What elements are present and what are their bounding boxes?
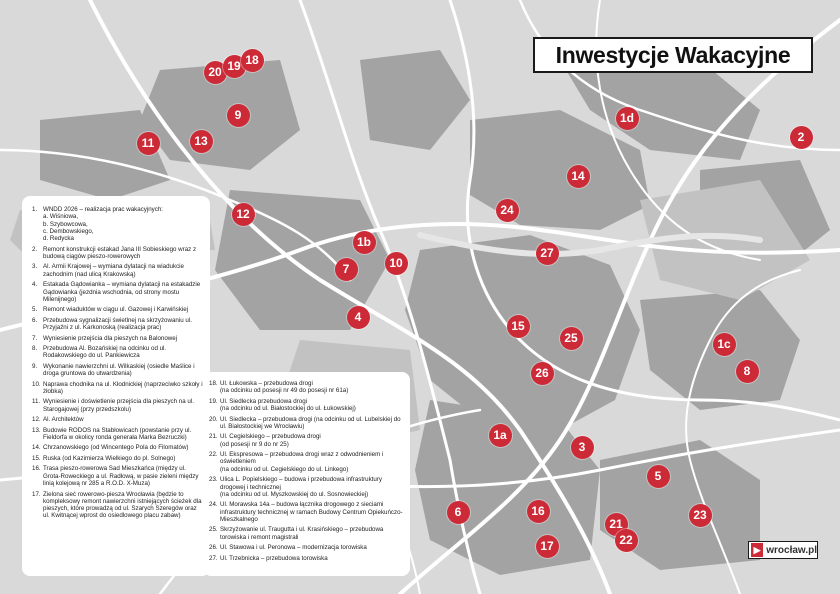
legend-item-text: Zielona sieć rowerowo-piesza Wrocławia (będzie to kompleksowy remont nawierzchni istniejących ścieżek dla pieszych, które prowadzą od ul. Szarych Szeregów oraz ul. Kwitnącej wprost do osiedlowego placu zabaw) (43, 490, 202, 520)
legend-item-number: 18. (209, 380, 218, 387)
legend-item-text-wrap (43, 491, 204, 520)
legend-item (32, 246, 204, 261)
legend-item-number: 2. (32, 245, 38, 253)
marker-11[interactable]: 11 (137, 132, 160, 155)
legend-item-text: Skrzyżowanie ul. Traugutta i ul. Krasińskiego – przebudowa torowiska i remont magistrali (220, 526, 384, 541)
legend-item-text: Wyniesienie i doświetlenie przejścia dla pieszych na ul. Starogajowej (przy przedszkolu) (43, 398, 194, 413)
legend-item-number: 15. (32, 454, 41, 462)
legend-item (209, 433, 406, 448)
legend-item-number: 17. (32, 490, 41, 498)
legend-item-text: WNDD 2026 – realizacja prac wakacyjnych: (43, 206, 164, 213)
legend-item-text: Al. Armii Krajowej – wymiana dylatacji na wiadukcie zachodnim (nad ulicą Krakowską) (43, 263, 184, 278)
legend-item-text: Ul. Siedlecka przebudowa drogi (220, 397, 308, 405)
legend-item (209, 501, 406, 523)
legend-item (32, 398, 204, 413)
marker-16[interactable]: 16 (527, 500, 550, 523)
legend-list-left (32, 206, 204, 520)
wroclaw-logo[interactable] (748, 541, 818, 559)
legend-item-text-wrap (220, 380, 406, 395)
wroclaw-logo-icon: ▶ (751, 543, 763, 557)
legend-item-text-wrap (43, 455, 204, 462)
legend-item-text-wrap (43, 398, 204, 413)
legend-item-text-wrap (43, 416, 204, 423)
legend-item-text: Wyniesienie przejścia dla pieszych na Balonowej (43, 334, 178, 342)
legend-item-text: Naprawa chodnika na ul. Kłodnickiej (naprzeciwko szkoły i żłobka) (43, 380, 203, 395)
marker-7[interactable]: 7 (335, 258, 358, 281)
legend-item-text-wrap (43, 363, 204, 378)
legend-item (32, 317, 204, 332)
legend-panel-left (22, 196, 210, 576)
marker-18[interactable]: 18 (241, 49, 264, 72)
legend-item-text-wrap (220, 476, 406, 498)
legend-item (209, 476, 406, 498)
wroclaw-logo-text: wrocław.pl (766, 544, 817, 556)
marker-4[interactable]: 4 (347, 306, 370, 329)
marker-3[interactable]: 3 (571, 436, 594, 459)
legend-item-text-wrap (220, 544, 406, 551)
legend-item (32, 491, 204, 520)
legend-item-text-wrap (43, 465, 204, 487)
legend-item (209, 380, 406, 395)
legend-item-text-wrap (43, 444, 204, 451)
legend-item-number: 19. (209, 397, 218, 405)
legend-item-text: Budowie RODOS na Stabłowicach (powstanie przy ul. Fieldorfa w okolicy ronda generała Marka Bezruczki) (43, 426, 192, 441)
legend-item-number: 3. (32, 263, 38, 271)
legend-item-text-wrap (43, 306, 204, 313)
legend-item (32, 335, 204, 342)
legend-item-number: 26. (209, 544, 218, 552)
legend-item-text: Ul. Ekspresowa – przebudowa drogi wraz z odwodnieniem i oświetleniem (220, 451, 384, 466)
legend-item-text: Trasa pieszo-rowerowa Sad Mieszkańca (między ul. Grota-Roweckiego a ul. Radłową, w pasie zieleni między linią kolejową nr 285 a R.O.D. X-Muza) (43, 465, 199, 488)
legend-item-number: 14. (32, 444, 41, 452)
legend-item-text: Ruska (od Kazimierza Wielkiego do pl. Solnego) (43, 454, 176, 462)
legend-item-number: 5. (32, 306, 38, 314)
legend-item (32, 345, 204, 360)
marker-10[interactable]: 10 (385, 252, 408, 275)
legend-item-subtext: a. Wiśniowa, (43, 213, 79, 221)
legend-item-subtext: c. Dembowskiego, (43, 227, 94, 235)
marker-24[interactable]: 24 (496, 199, 519, 222)
legend-item-number: 9. (32, 362, 38, 370)
legend-item-subtext: d. Redycka (43, 235, 74, 243)
legend-item-text-wrap (220, 451, 406, 473)
marker-27[interactable]: 27 (536, 242, 559, 265)
legend-item-subtext: (na odcinku od posesji nr 49 do posesji nr 61a) (220, 387, 349, 395)
legend-item-text-wrap (43, 206, 204, 242)
legend-item (32, 281, 204, 303)
legend-item-subtext: (na odcinku od ul. Myszkowskiej do ul. Sosnowieckiej) (220, 490, 369, 498)
marker-17[interactable]: 17 (536, 535, 559, 558)
legend-item-text-wrap (43, 246, 204, 261)
legend-panel-right (203, 372, 410, 576)
map-title: Inwestycje Wakacyjne (533, 37, 813, 73)
legend-item-number: 6. (32, 316, 38, 324)
marker-22[interactable]: 22 (615, 529, 638, 552)
legend-item-text: Chrzanowskiego (od Wincentego Pola do Filomatów) (43, 444, 189, 452)
legend-item-text-wrap (220, 433, 406, 448)
marker-15[interactable]: 15 (507, 315, 530, 338)
legend-item (32, 381, 204, 396)
marker-1a[interactable]: 1a (489, 424, 512, 447)
legend-list-right (209, 380, 406, 562)
legend-item-text: Ul. Morawska 14a – budowa łącznika drogowego z sieciami infrastruktury technicznej w ramach Budowy Centrum Opiekuńczo-Mieszkalnego (220, 501, 403, 523)
marker-9[interactable]: 9 (227, 104, 250, 127)
legend-item (209, 544, 406, 551)
legend-item-number: 13. (32, 426, 41, 434)
marker-1c[interactable]: 1c (713, 333, 736, 356)
legend-item-number: 23. (209, 476, 218, 484)
marker-25[interactable]: 25 (560, 327, 583, 350)
marker-14[interactable]: 14 (567, 165, 590, 188)
legend-item (32, 427, 204, 442)
legend-item-number: 24. (209, 501, 218, 509)
legend-item (32, 416, 204, 423)
legend-item-subtext: (od posesji nr 9 do nr 25) (220, 440, 289, 448)
legend-item-subtext: (na odcinku od ul. Białostockiej do ul. Łukowskiej) (220, 405, 356, 413)
legend-item-text-wrap (220, 501, 406, 523)
marker-21[interactable]: 21 (605, 513, 628, 536)
legend-item-text: Estakada Gądowianka – wymiana dylatacji na estakadzie Gądowianka (jezdnia wschodnia, od strony mostu Milenijnego) (43, 281, 201, 303)
legend-item-text: Przebudowa Al. Bozańskiej na odcinku od ul. Rodakowskiego do ul. Pankiewicza (43, 345, 167, 360)
legend-item-text-wrap (220, 416, 406, 431)
legend-item-text-wrap (43, 281, 204, 303)
legend-item-text: Przebudowa sygnalizacji świetlnej na skrzyżowaniu ul. Przyjaźni z ul. Karkonoską (realizacja prac) (43, 316, 192, 332)
legend-item-text-wrap (43, 335, 204, 342)
legend-item-text-wrap (220, 398, 406, 413)
marker-8[interactable]: 8 (736, 360, 759, 383)
legend-item (209, 526, 406, 541)
legend-item (32, 206, 204, 242)
marker-19[interactable]: 19 (223, 55, 246, 78)
legend-item-text: Ul. Łukowska – przebudowa drogi (220, 380, 313, 387)
legend-item (32, 363, 204, 378)
legend-item-text: Ulica L. Popielskiego – budowa i przebudowa infrastruktury drogowej i technicznej (220, 476, 382, 491)
legend-item-number: 16. (32, 465, 41, 473)
legend-item-subtext: (na odcinku od ul. Cegielskiego do ul. Linkego) (220, 465, 349, 473)
legend-item-text: Ul. Stawowa i ul. Peronowa – modernizacja torowiska (220, 544, 367, 552)
legend-item (209, 451, 406, 473)
legend-item (209, 416, 406, 431)
legend-item-number: 20. (209, 415, 218, 423)
marker-23[interactable]: 23 (689, 504, 712, 527)
marker-13[interactable]: 13 (190, 130, 213, 153)
legend-item (209, 398, 406, 413)
legend-item-text-wrap (43, 345, 204, 360)
legend-item-text: Al. Architektów (43, 416, 84, 424)
legend-item-number: 22. (209, 451, 218, 459)
legend-item-subtext: b. Szybowcowa, (43, 220, 88, 228)
legend-item (209, 555, 406, 562)
legend-item-number: 11. (32, 398, 41, 406)
marker-20[interactable]: 20 (204, 61, 227, 84)
legend-item-text-wrap (43, 381, 204, 396)
legend-item-text: Wykonanie nawierzchni ul. Wilkaskiej (osiedle Maślice i droga gruntowa do utwardzenia) (43, 362, 195, 378)
legend-item (32, 465, 204, 487)
legend-item (32, 455, 204, 462)
marker-1d[interactable]: 1d (616, 107, 639, 130)
legend-item-text-wrap (220, 526, 406, 541)
legend-item-text: Ul. Trzebnicka – przebudowa torowiska (220, 554, 328, 562)
marker-5[interactable]: 5 (647, 465, 670, 488)
legend-item-number: 27. (209, 554, 218, 562)
legend-item-text: Remont wiaduktów w ciągu ul. Gazowej i Karwińskiej (43, 306, 189, 314)
legend-item-number: 7. (32, 334, 38, 342)
marker-2[interactable]: 2 (790, 126, 813, 149)
legend-item-text-wrap (220, 555, 406, 562)
legend-item (32, 306, 204, 313)
legend-item-number: 4. (32, 281, 38, 289)
legend-item-text-wrap (43, 263, 204, 278)
legend-item-text: Ul. Cegielskiego – przebudowa drogi (220, 433, 321, 441)
legend-item-text: Ul. Siedlecka – przebudowa drogi (na odcinku od ul. Lubelskiej do ul. Białostockiej we Wrocławiu) (220, 415, 401, 430)
legend-item (32, 263, 204, 278)
legend-item-number: 25. (209, 526, 218, 534)
legend-item (32, 444, 204, 451)
legend-item-text-wrap (43, 427, 204, 442)
legend-item-number: 12. (32, 416, 41, 424)
legend-item-number: 21. (209, 433, 218, 441)
legend-item-number: 8. (32, 345, 38, 353)
marker-6[interactable]: 6 (447, 501, 470, 524)
marker-26[interactable]: 26 (531, 362, 554, 385)
legend-item-number: 10. (32, 380, 41, 388)
legend-item-number: 1. (32, 206, 38, 213)
legend-item-text: Remont konstrukcji estakad Jana III Sobieskiego wraz z budową ciągów pieszo-rowerowych (43, 245, 197, 260)
marker-12[interactable]: 12 (232, 203, 255, 226)
marker-1b[interactable]: 1b (353, 231, 376, 254)
legend-item-text-wrap (43, 317, 204, 332)
